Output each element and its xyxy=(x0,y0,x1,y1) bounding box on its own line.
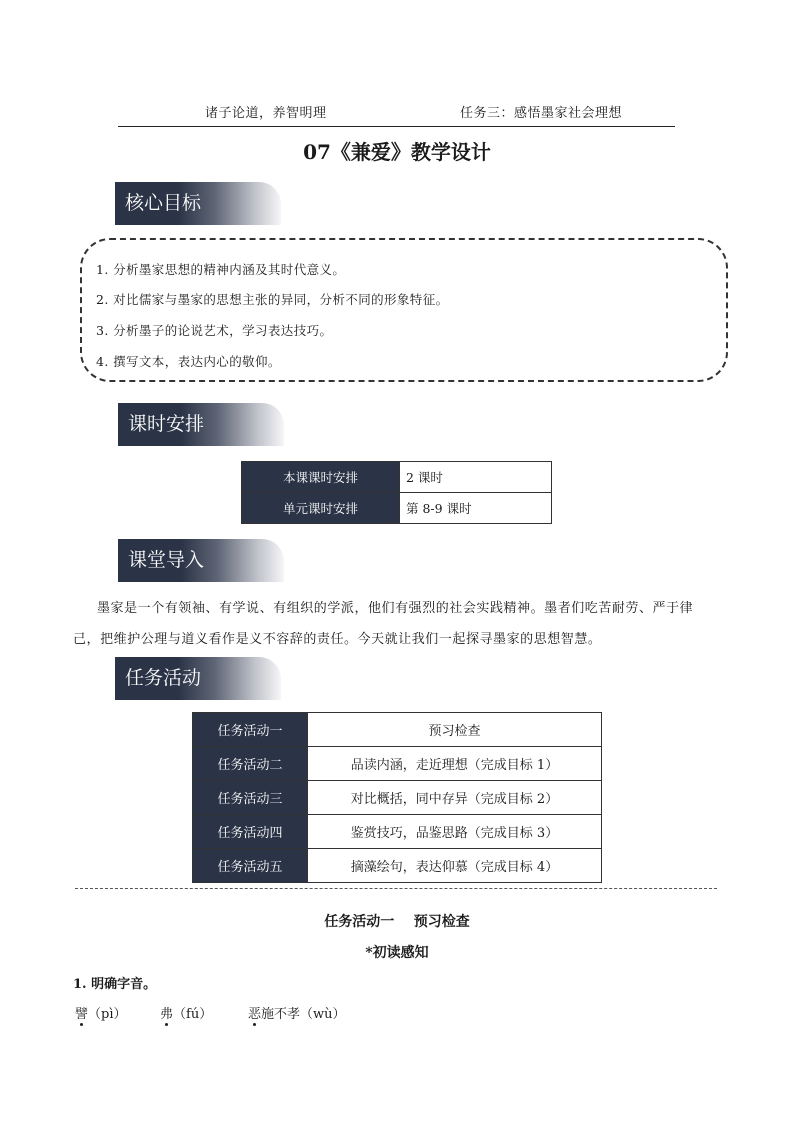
table-row xyxy=(193,849,602,883)
emphasized-char: 譬 xyxy=(75,1007,89,1022)
schedule-table xyxy=(241,461,552,524)
intro-paragraph-line-2: 己，把维护公理与道义看作是义不容辞的责任。今天就让我们一起探寻墨家的思想智慧。 xyxy=(73,632,602,647)
section-banner-intro: 课堂导入 xyxy=(118,539,284,582)
table-cell-label: 本课课时安排 xyxy=(242,462,400,493)
emphasized-char: 弗 xyxy=(160,1007,174,1022)
running-header-left: 诸子论道，养智明理 xyxy=(205,106,327,121)
document-title: 07《兼爱》教学设计 xyxy=(303,140,491,164)
pronunciation-item xyxy=(248,1003,346,1022)
table-cell-label: 任务活动一 xyxy=(193,713,308,747)
word-rest: 施不孝 xyxy=(261,1007,301,1022)
table-row xyxy=(193,747,602,781)
table-cell-label: 单元课时安排 xyxy=(242,493,400,524)
table-row xyxy=(193,815,602,849)
objective-item: 4. 撰写文本，表达内心的敬仰。 xyxy=(96,354,281,369)
header-rule xyxy=(118,126,675,127)
pinyin: （wù） xyxy=(300,1007,346,1022)
table-row xyxy=(242,462,552,493)
pinyin: （pì） xyxy=(88,1007,127,1022)
objective-item: 1. 分析墨家思想的精神内涵及其时代意义。 xyxy=(96,262,346,277)
table-cell-value: 摘藻绘句，表达仰慕（完成目标 4） xyxy=(308,849,602,883)
activity-subheading: *初读感知 xyxy=(365,945,429,961)
objective-item: 3. 分析墨子的论说艺术，学习表达技巧。 xyxy=(96,323,333,338)
section-banner-activities: 任务活动 xyxy=(115,657,281,700)
table-row xyxy=(193,713,602,747)
section-divider xyxy=(75,888,717,889)
intro-paragraph-line-1: 墨家是一个有领袖、有学说、有组织的学派，他们有强烈的社会实践精神。墨者们吃苦耐劳、严于律 xyxy=(97,601,694,616)
pinyin: （fú） xyxy=(173,1007,213,1022)
activity-heading: 任务活动一 预习检查 xyxy=(324,914,470,930)
running-header-right: 任务三：感悟墨家社会理想 xyxy=(460,106,623,121)
pronunciation-item xyxy=(75,1003,127,1022)
pronunciation-item xyxy=(160,1003,212,1022)
table-cell-value: 品读内涵，走近理想（完成目标 1） xyxy=(308,747,602,781)
table-cell-label: 任务活动五 xyxy=(193,849,308,883)
table-cell-value: 鉴赏技巧，品鉴思路（完成目标 3） xyxy=(308,815,602,849)
table-cell-value: 预习检查 xyxy=(308,713,602,747)
table-cell-value: 第 8-9 课时 xyxy=(400,493,552,524)
table-row xyxy=(242,493,552,524)
table-cell-label: 任务活动三 xyxy=(193,781,308,815)
section-banner-objectives: 核心目标 xyxy=(115,182,281,225)
activities-table xyxy=(192,712,602,883)
table-cell-value: 2 课时 xyxy=(400,462,552,493)
table-cell-label: 任务活动四 xyxy=(193,815,308,849)
objective-item: 2. 对比儒家与墨家的思想主张的异同，分析不同的形象特征。 xyxy=(96,292,449,307)
table-row xyxy=(193,781,602,815)
section-banner-schedule: 课时安排 xyxy=(118,403,284,446)
table-cell-value: 对比概括，同中存异（完成目标 2） xyxy=(308,781,602,815)
emphasized-char: 恶 xyxy=(248,1007,262,1022)
question-label: 1. 明确字音。 xyxy=(73,977,157,992)
table-cell-label: 任务活动二 xyxy=(193,747,308,781)
